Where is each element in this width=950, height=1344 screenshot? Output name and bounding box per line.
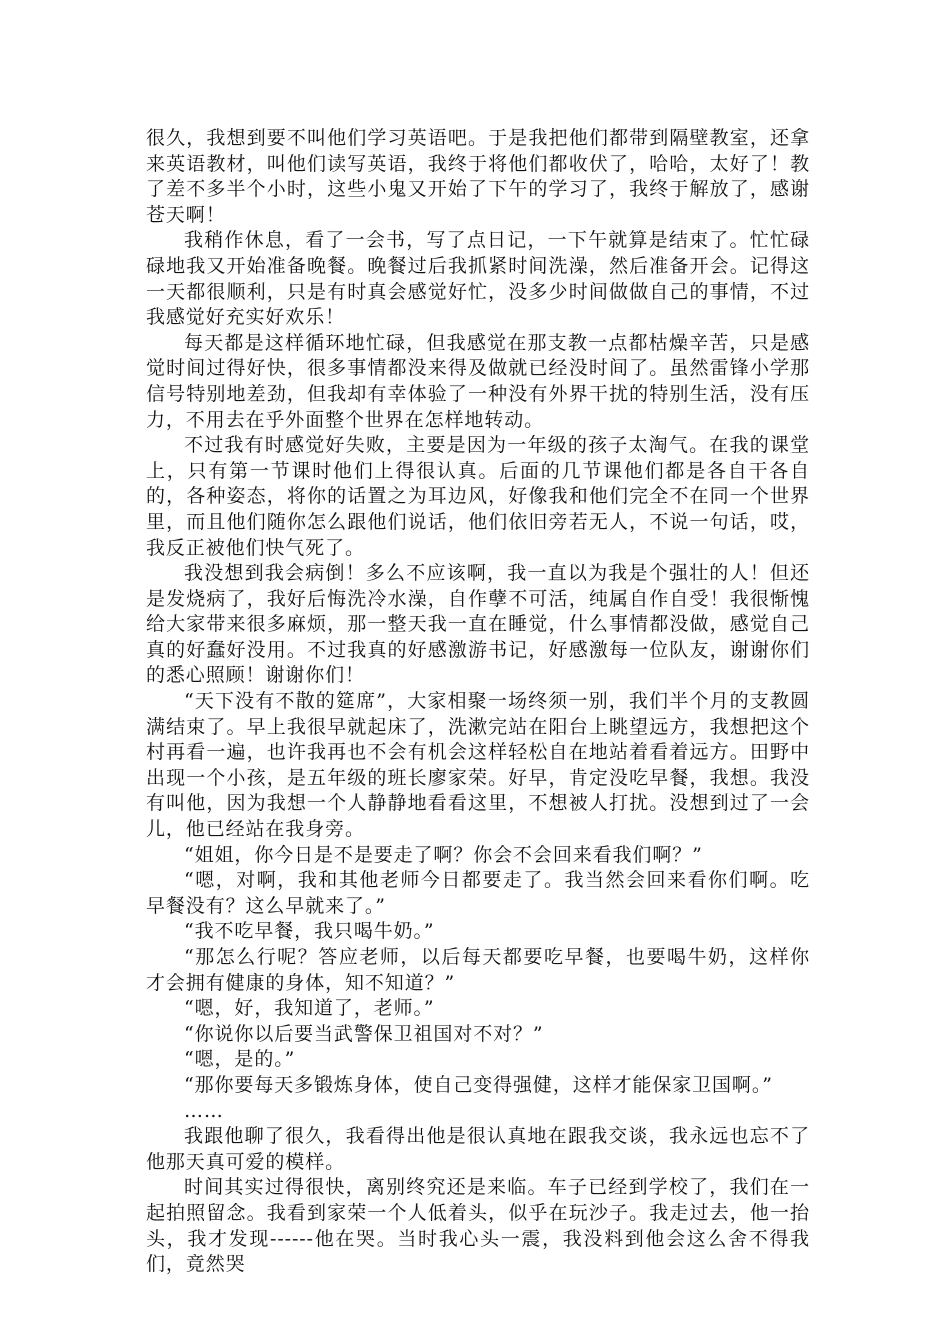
- dialogue-line: “你说你以后要当武警保卫祖国对不对？”: [184, 1022, 544, 1045]
- paragraph: 我跟他聊了很久，我看得出他是很认真地在跟我交谈，我永远也忘不了他那天真可爱的模样。: [146, 1125, 810, 1173]
- dialogue-line: “那怎么行呢？答应老师，以后每天都要吃早餐，也要喝牛奶，这样你才会拥有健康的身体，知不知道？”: [146, 946, 810, 994]
- dialogue-line: “嗯，对啊，我和其他老师今日都要走了。我当然会回来看你们啊。吃早餐没有？这么早就来了。”: [146, 869, 810, 917]
- paragraph: 很久，我想到要不叫他们学习英语吧。于是我把他们都带到隔壁教室，还拿来英语教材，叫他们读写英语，我终于将他们都收伏了，哈哈，太好了！教了差不多半个小时，这些小鬼又开始了下午的学习了，我终于解放了，感谢苍天啊！: [146, 127, 810, 226]
- dialogue-line: “姐姐，你今日是不是要走了啊？你会不会回来看我们啊？”: [184, 843, 703, 866]
- ellipsis-line: ……: [184, 1099, 224, 1122]
- paragraph: 我稍作休息，看了一会书，写了点日记，一下午就算是结束了。忙忙碌碌地我又开始准备晚餐。晚餐过后我抓紧时间洗澡，然后准备开会。记得这一天都很顺利，只是有时真会感觉好忙，没多少时间做做自己的事情，不过我感觉好充实好欢乐！: [146, 229, 810, 329]
- dialogue-line: “我不吃早餐，我只喝牛奶。”: [184, 920, 435, 943]
- dialogue-line: “嗯，是的。”: [184, 1048, 296, 1071]
- paragraph: 每天都是这样循环地忙碌，但我感觉在那支教一点都枯燥辛苦，只是感觉时间过得好快，很多事情都没来得及做就已经没时间了。虽然雷锋小学那信号特别地差劲，但我却有幸体验了一种没有外界干扰的特别生活，没有压力，不用去在乎外面整个世界在怎样地转动。: [146, 331, 810, 431]
- dialogue-line: “嗯，好，我知道了，老师。”: [184, 997, 435, 1020]
- dialogue-line: “那你要每天多锻炼身体，使自己变得强健，这样才能保家卫国啊。”: [184, 1073, 773, 1096]
- paragraph: 不过我有时感觉好失败，主要是因为一年级的孩子太淘气。在我的课堂上，只有第一节课时他们上得很认真。后面的几节课他们都是各自干各自的，各种姿态，将你的话置之为耳边风，好像我和他们完全不在同一个世界里，而且他们随你怎么跟他们说话，他们依旧旁若无人，不说一句话，哎，我反正被他们快气死了。: [146, 434, 810, 559]
- document-body: [146, 126, 810, 1278]
- paragraph: 时间其实过得很快，离别终究还是来临。车子已经到学校了，我们在一起拍照留念。我看到家荣一个人低着头，似乎在玩沙子。我走过去，他一抬头，我才发现------他在哭。当时我心头一震，我没料到他会这么舍不得我们，竟然哭: [146, 1176, 810, 1276]
- paragraph: “天下没有不散的筵席”，大家相聚一场终须一别，我们半个月的支教圆满结束了。早上我很早就起床了，洗漱完站在阳台上眺望远方，我想把这个村再看一遍，也许我再也不会有机会这样轻松自在地站着看着远方。田野中出现一个小孩，是五年级的班长廖家荣。好早，肯定没吃早餐，我想。我没有叫他，因为我想一个人静静地看看这里，不想被人打扰。没想到过了一会儿，他已经站在我身旁。: [146, 690, 810, 841]
- paragraph: 我没想到我会病倒！多么不应该啊，我一直以为我是个强壮的人！但还是发烧病了，我好后悔洗冷水澡，自作孽不可活，纯属自作自受！我很惭愧给大家带来很多麻烦，那一整天我一直在睡觉，什么事情都没做，感觉自己真的好蠢好没用。不过我真的好感激游书记，好感激每一位队友，谢谢你们的悉心照顾！谢谢你们！: [146, 562, 810, 687]
